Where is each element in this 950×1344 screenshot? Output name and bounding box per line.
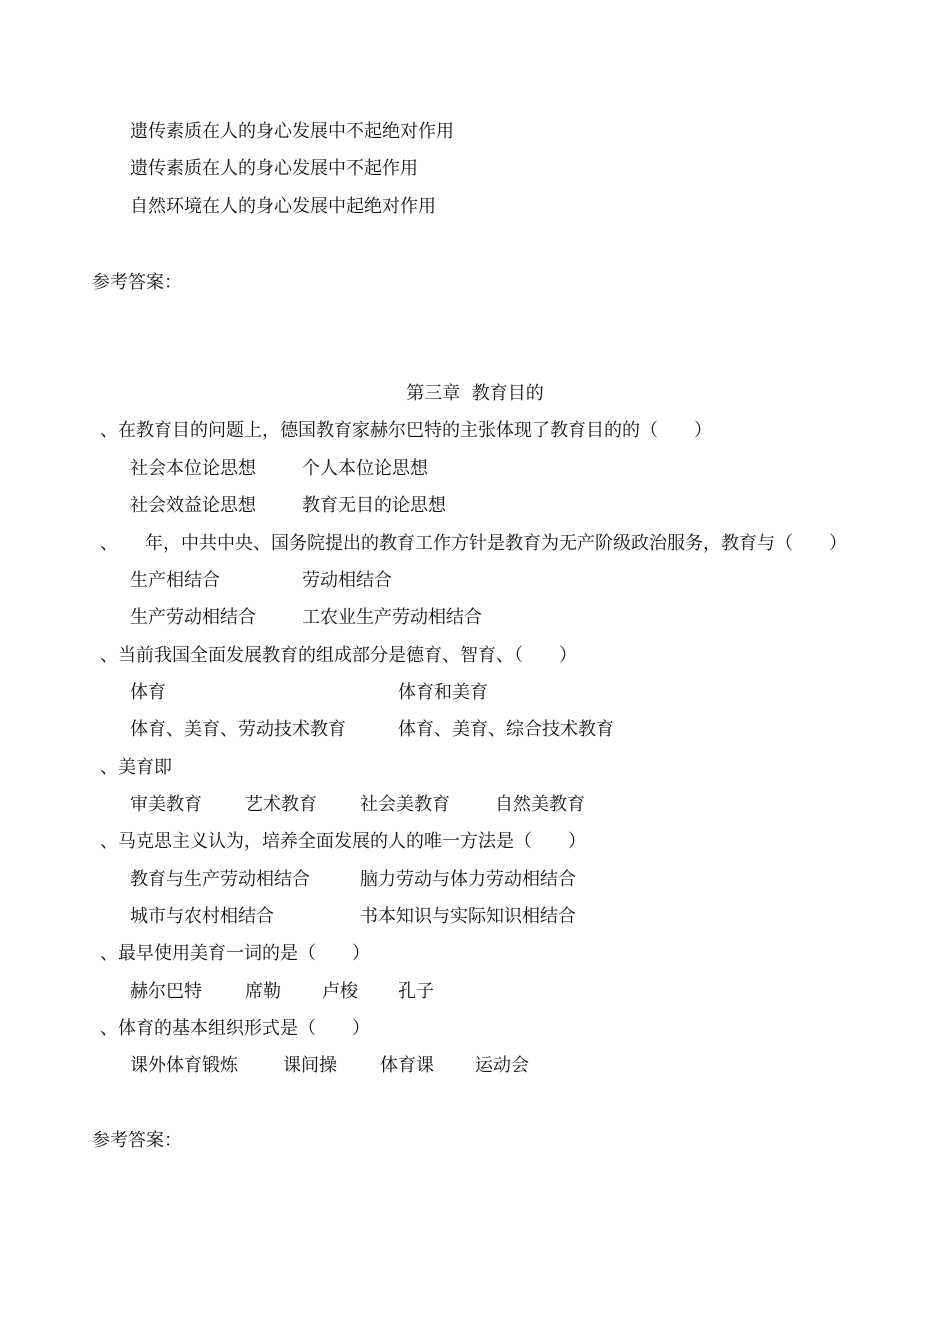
option-c: 体育、美育、劳动技术教育	[130, 719, 346, 740]
question-stem: 、体育的基本组织形式是（ ）	[100, 1018, 370, 1039]
prev-option-c: 遗传素质在人的身心发展中不起作用	[130, 158, 418, 179]
question-stem: 、最早使用美育一词的是（ ）	[100, 943, 370, 964]
answer-label: 参考答案：	[92, 272, 182, 293]
question-stem: 、在教育目的问题上，德国教育家赫尔巴特的主张体现了教育目的的（ ）	[100, 420, 712, 441]
answer-label: 参考答案：	[92, 1130, 182, 1151]
option-a: 体育	[130, 682, 166, 703]
question-stem: 、马克思主义认为，培养全面发展的人的唯一方法是（ ）	[100, 831, 586, 852]
question-stem: 、 年，中共中央、国务院提出的教育工作方针是教育为无产阶级政治服务，教育与（ ）	[100, 533, 847, 554]
prev-option-b: 遗传素质在人的身心发展中不起绝对作用	[130, 121, 454, 142]
option-b: 艺术教育	[245, 794, 317, 815]
option-a: 生产相结合	[130, 570, 220, 591]
option-b: 个人本位论思想	[302, 458, 428, 479]
option-c: 城市与农村相结合	[130, 906, 274, 927]
option-b: 课间操	[283, 1055, 337, 1076]
option-d: 教育无目的论思想	[302, 495, 446, 516]
chapter-title: 第三章 教育目的	[406, 383, 544, 404]
option-a: 课外体育锻炼	[130, 1055, 238, 1076]
option-b: 劳动相结合	[302, 570, 392, 591]
option-d: 自然美教育	[495, 794, 585, 815]
option-c: 体育课	[380, 1055, 434, 1076]
option-b: 体育和美育	[398, 682, 488, 703]
option-c: 社会效益论思想	[130, 495, 256, 516]
option-b: 席勒	[245, 981, 281, 1002]
question-stem: 、美育即	[100, 757, 172, 778]
option-d: 运动会	[475, 1055, 529, 1076]
option-a: 社会本位论思想	[130, 458, 256, 479]
option-a: 审美教育	[130, 794, 202, 815]
option-b: 脑力劳动与体力劳动相结合	[360, 869, 576, 890]
option-a: 赫尔巴特	[130, 981, 202, 1002]
option-d: 工农业生产劳动相结合	[302, 607, 482, 628]
option-a: 教育与生产劳动相结合	[130, 869, 310, 890]
option-c: 卢梭	[322, 981, 358, 1002]
option-d: 书本知识与实际知识相结合	[360, 906, 576, 927]
option-c: 生产劳动相结合	[130, 607, 256, 628]
option-c: 社会美教育	[360, 794, 450, 815]
option-d: 体育、美育、综合技术教育	[398, 719, 614, 740]
option-d: 孔子	[398, 981, 434, 1002]
question-stem: 、当前我国全面发展教育的组成部分是德育、智育、（ ）	[100, 645, 577, 666]
prev-option-d: 自然环境在人的身心发展中起绝对作用	[130, 196, 436, 217]
